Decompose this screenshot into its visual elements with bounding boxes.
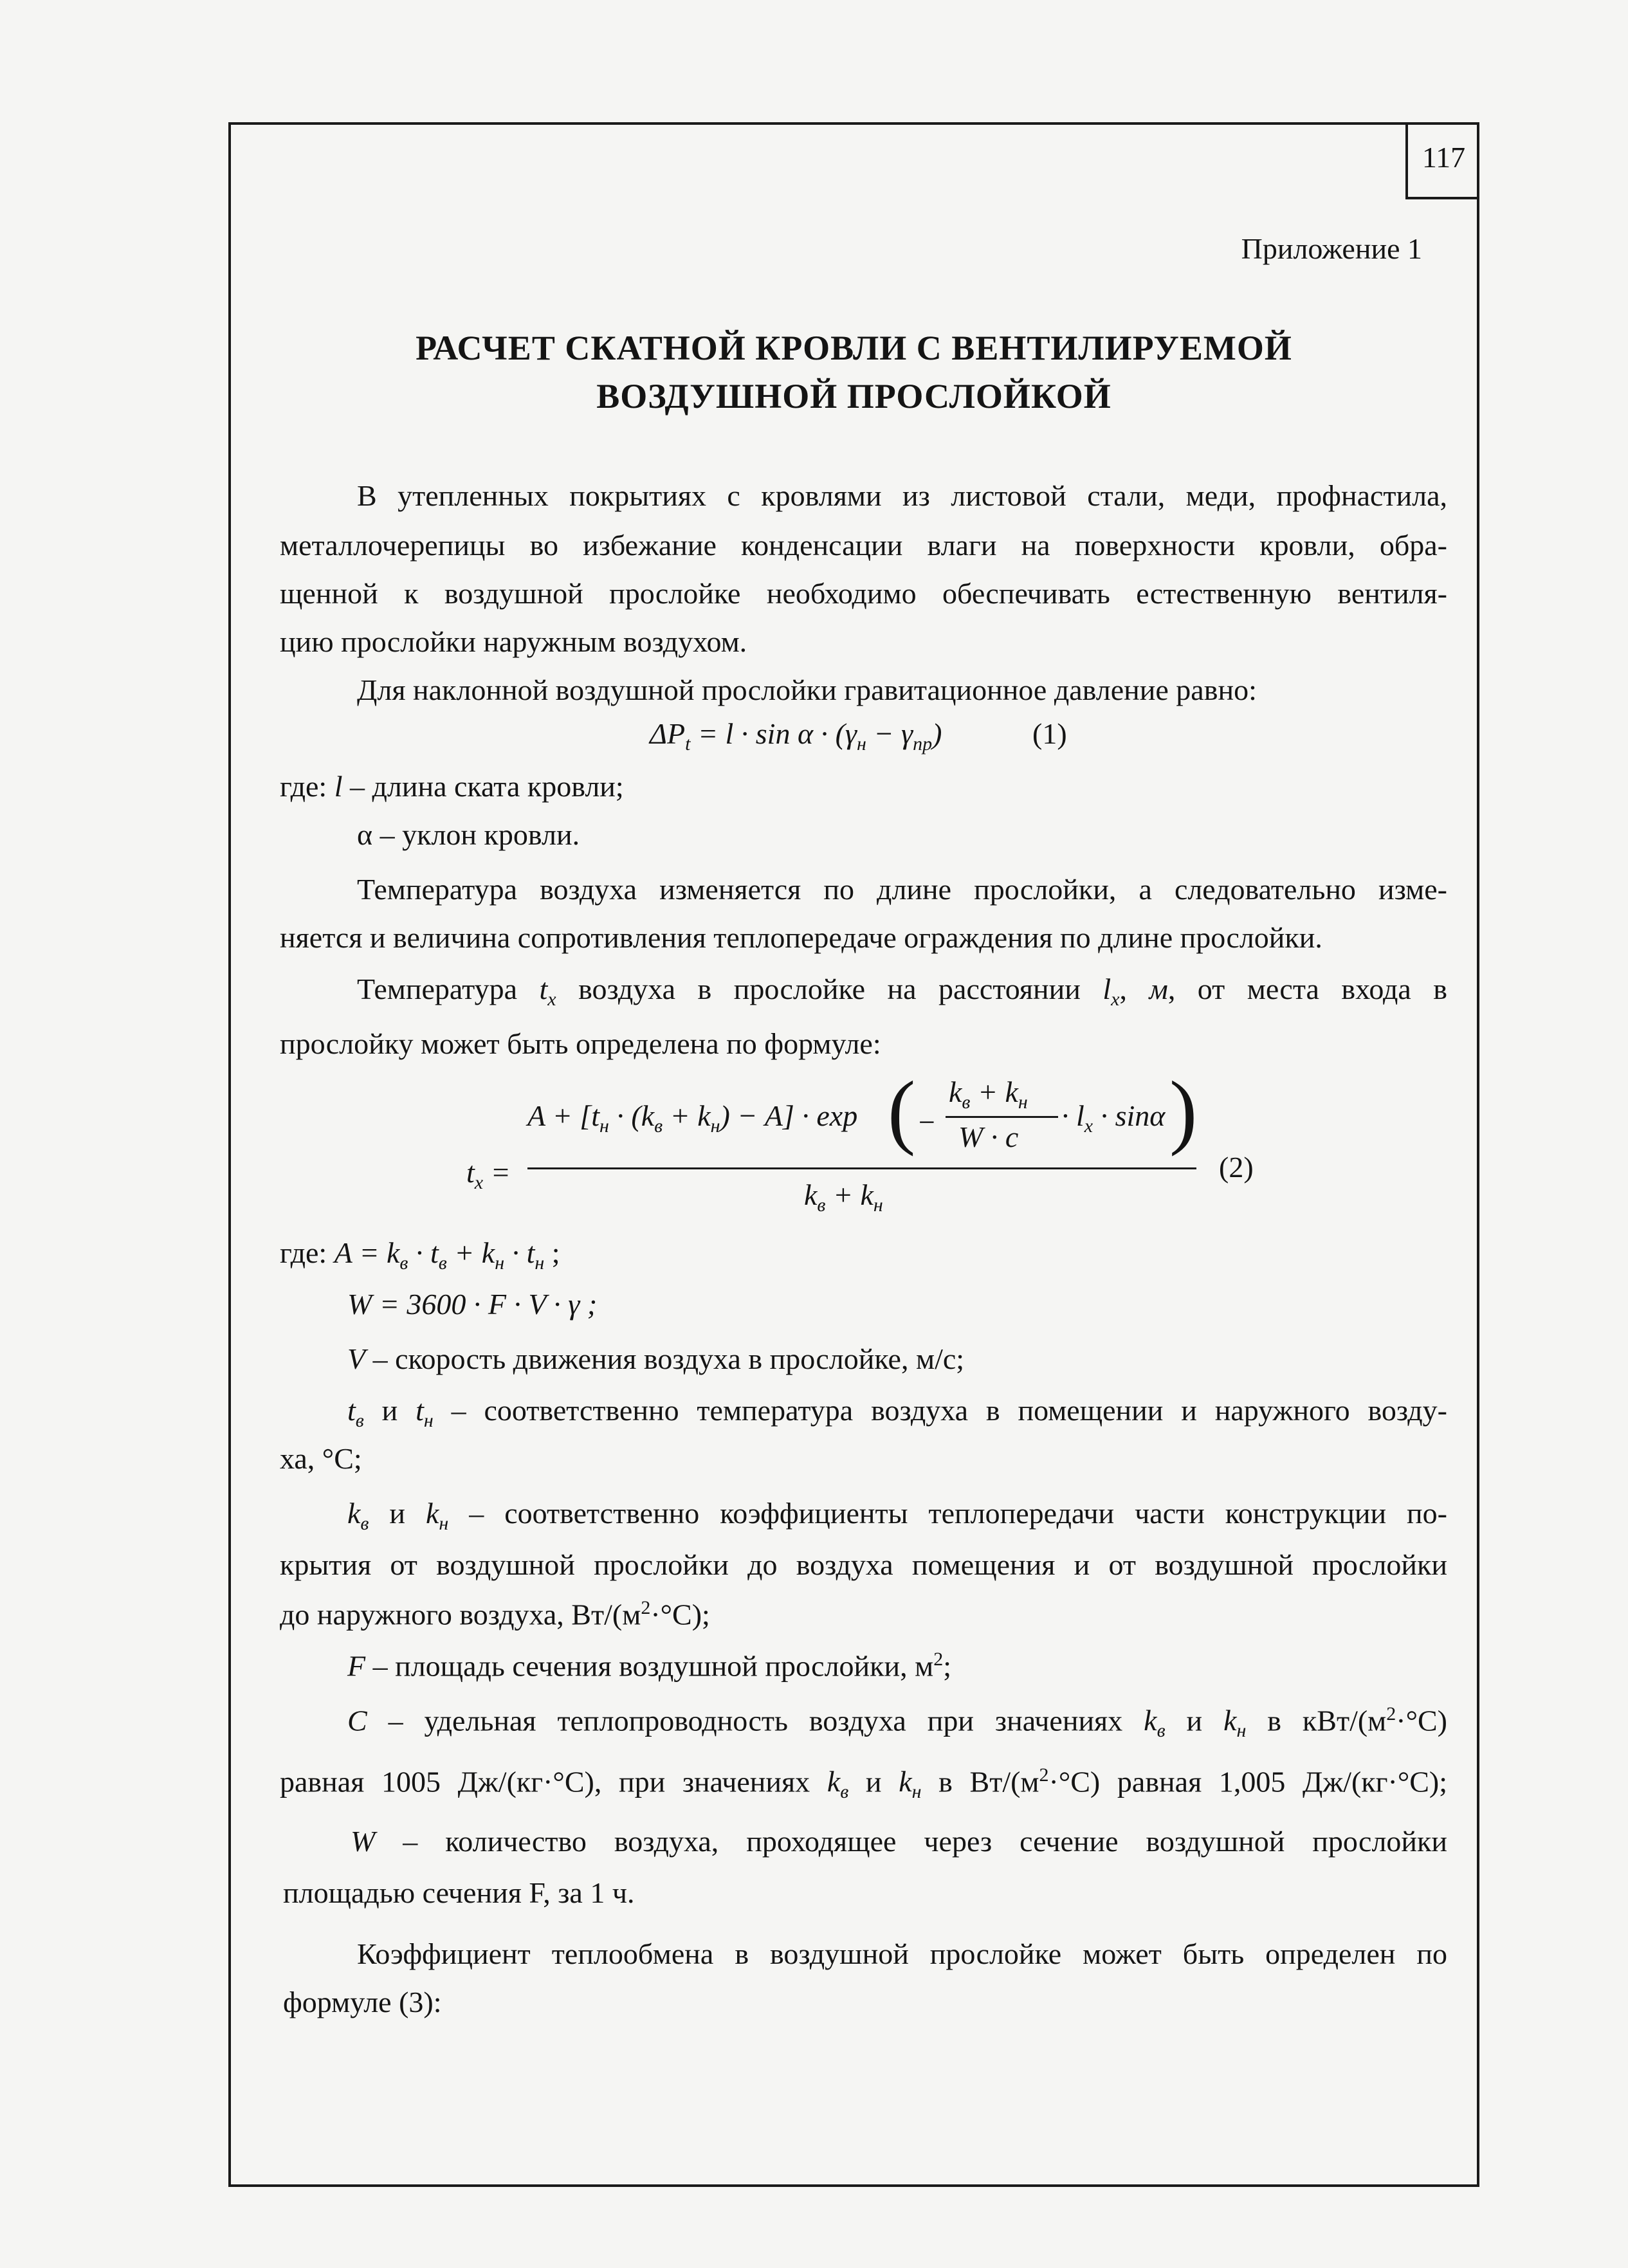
where1-line-1: где: l – длина ската кровли; — [280, 770, 624, 803]
formula-2-numerator: $A + [t_н \cdot (k_в + k_н) - A] \cdot \exp$ — [527, 1099, 858, 1137]
where1-line-2: α – уклон кровли. — [357, 818, 580, 851]
formula-2-number: (2) — [1219, 1151, 1254, 1184]
formula-1: $\Delta P_t = l \cdot \sin \alpha \cdot (\gamma_н - \gamma_{пр})$ — [650, 717, 942, 755]
formula-2-paren-left: ( — [888, 1065, 916, 1157]
para1-line-3: щенной к воздушной прослойке необходимо обеспечивать естественную вентиля- — [280, 577, 1447, 610]
formula-2-denominator: $k_в + k_н$ — [804, 1178, 883, 1216]
formula-2-paren-right: ) — [1169, 1065, 1198, 1157]
where2-k-line-3: до наружного воздуха, $Вт/(м^2\cdot^\circ С)$; — [280, 1597, 710, 1631]
where2-C-line-2: равная 1005 Дж/(кг·°С), при значениях $k_в$ и $k_н$ в $Вт/(м^2\cdot^\circ С)$ равная 1,005 Дж/(кг·°С); — [280, 1764, 1447, 1803]
appendix-label: Приложение 1 — [1241, 232, 1422, 265]
where2-t-line-2: ха, °С; — [280, 1442, 362, 1475]
where2-W-line-1: W – количество воздуха, проходящее через сечение воздушной прослойки — [351, 1825, 1447, 1858]
para1-line-1: В утепленных покрытиях с кровлями из листовой стали, меди, профнастила, — [357, 479, 1447, 512]
where2-F-line: F – площадь сечения воздушной прослойки, $м^2$; — [347, 1649, 952, 1683]
para5-line-1: Коэффициент теплообмена в воздушной прослойке может быть определен по — [357, 1937, 1447, 1970]
title-line-2: ВОЗДУШНОЙ ПРОСЛОЙКОЙ — [596, 377, 1111, 416]
where2-k-line-1: $k_в$ и $k_н$ – соответственно коэффициенты теплопередачи части конструкции по- — [347, 1497, 1447, 1535]
where2-A-def: где: $A = k_в \cdot t_в + k_н \cdot t_н$ ; — [280, 1236, 560, 1274]
formula-2-lhs: $t_x$ = — [466, 1156, 511, 1194]
para1-line-4: цию прослойки наружным воздухом. — [280, 625, 747, 658]
para4-line-2: прослойку может быть определена по формуле: — [280, 1027, 881, 1060]
para3-line-1: Температура воздуха изменяется по длине прослойки, а следовательно изме- — [357, 873, 1447, 906]
para1-line-2: металлочерепицы во избежание конденсации влаги на поверхности кровли, обра- — [280, 529, 1447, 562]
formula-1-number: (1) — [1032, 717, 1067, 750]
formula-2-inner-tail: · $l_x \cdot \sin\alpha$ — [1061, 1099, 1166, 1137]
para4-line-1: Температура $t_x$ воздуха в прослойке на расстоянии $l_x$, м, от места входа в — [357, 973, 1448, 1011]
where2-V-line: V – скорость движения воздуха в прослойке, м/с; — [347, 1342, 965, 1375]
formula-2-fraction-bar — [527, 1167, 1196, 1169]
where2-k-line-2: крытия от воздушной прослойки до воздуха помещения и от воздушной прослойки — [280, 1548, 1447, 1581]
where2-t-line-1: $t_в$ и $t_н$ – соответственно температура воздуха в помещении и наружного возду- — [347, 1394, 1447, 1432]
formula-2-inner-fraction-bar — [946, 1116, 1058, 1118]
formula-2-inner-denominator: W · c — [958, 1120, 1019, 1153]
where2-W-def: W = 3600 · F · V · γ ; — [347, 1288, 598, 1321]
para2: Для наклонной воздушной прослойки гравитационное давление равно: — [357, 673, 1257, 706]
formula-2-inner-numerator: $k_в + k_н$ — [949, 1075, 1028, 1113]
para3-line-2: няется и величина сопротивления теплопередаче ограждения по длине прослойки. — [280, 921, 1322, 954]
page-number: 117 — [1405, 122, 1479, 199]
where2-C-line-1: C – удельная теплопроводность воздуха при значениях $k_в$ и $k_н$ в кВт/$(м^2\cdot^\circ С)$ — [347, 1703, 1447, 1742]
para5-line-2: формуле (3): — [283, 1986, 442, 2018]
where2-W-line-2: площадью сечения F, за 1 ч. — [283, 1876, 635, 1909]
formula-2-inner-minus: − — [917, 1106, 937, 1139]
title-line-1: РАСЧЕТ СКАТНОЙ КРОВЛИ С ВЕНТИЛИРУЕМОЙ — [416, 329, 1292, 367]
